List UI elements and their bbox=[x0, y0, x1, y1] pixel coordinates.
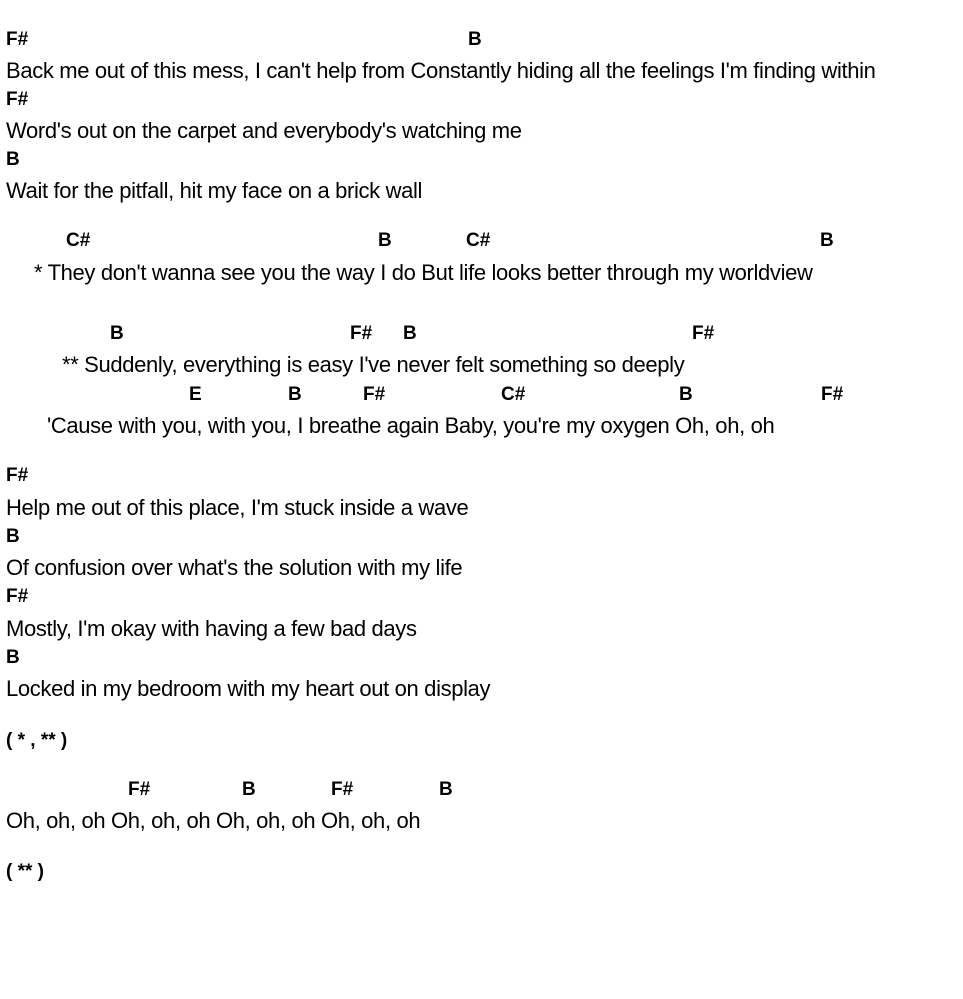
lyric-line: Back me out of this mess, I can't help from Constantly hiding all the feelings I'm finding within bbox=[6, 58, 876, 83]
chord: B bbox=[6, 526, 20, 547]
lyric-line: Locked in my bedroom with my heart out on display bbox=[6, 676, 491, 701]
chord: B bbox=[6, 149, 20, 170]
chord: F# bbox=[6, 29, 29, 50]
chord: B bbox=[110, 323, 124, 344]
chord: C# bbox=[501, 384, 526, 405]
chord: B bbox=[378, 230, 392, 251]
repeat-marker: ( ** ) bbox=[6, 861, 44, 882]
chord: F# bbox=[6, 465, 29, 486]
chord: B bbox=[820, 230, 834, 251]
chord: F# bbox=[6, 586, 29, 607]
lyric-line: Help me out of this place, I'm stuck inside a wave bbox=[6, 495, 469, 520]
chord: B bbox=[242, 779, 256, 800]
lyric-line: 'Cause with you, with you, I breathe again Baby, you're my oxygen Oh, oh, oh bbox=[47, 413, 775, 438]
chord: F# bbox=[331, 779, 354, 800]
lyric-line: Wait for the pitfall, hit my face on a brick wall bbox=[6, 178, 423, 203]
lyric-line: Mostly, I'm okay with having a few bad days bbox=[6, 616, 417, 641]
chord: B bbox=[288, 384, 302, 405]
chord: E bbox=[189, 384, 202, 405]
lyric-line: Word's out on the carpet and everybody's watching me bbox=[6, 118, 522, 143]
lyric-line: Oh, oh, oh Oh, oh, oh Oh, oh, oh Oh, oh, oh bbox=[6, 808, 421, 833]
chord: F# bbox=[821, 384, 844, 405]
chord: F# bbox=[6, 89, 29, 110]
chord: B bbox=[468, 29, 482, 50]
chord: F# bbox=[128, 779, 151, 800]
lyric-line: Of confusion over what's the solution with my life bbox=[6, 555, 463, 580]
chord: C# bbox=[66, 230, 91, 251]
lyric-line: * They don't wanna see you the way I do But life looks better through my worldview bbox=[34, 260, 813, 285]
chord: B bbox=[403, 323, 417, 344]
repeat-marker: ( * , ** ) bbox=[6, 730, 68, 751]
chord: F# bbox=[363, 384, 386, 405]
chord: B bbox=[439, 779, 453, 800]
chord: B bbox=[6, 647, 20, 668]
chord: B bbox=[679, 384, 693, 405]
chord: F# bbox=[692, 323, 715, 344]
lyric-line: ** Suddenly, everything is easy I've never felt something so deeply bbox=[62, 352, 685, 377]
chord: C# bbox=[466, 230, 491, 251]
chord: F# bbox=[350, 323, 373, 344]
